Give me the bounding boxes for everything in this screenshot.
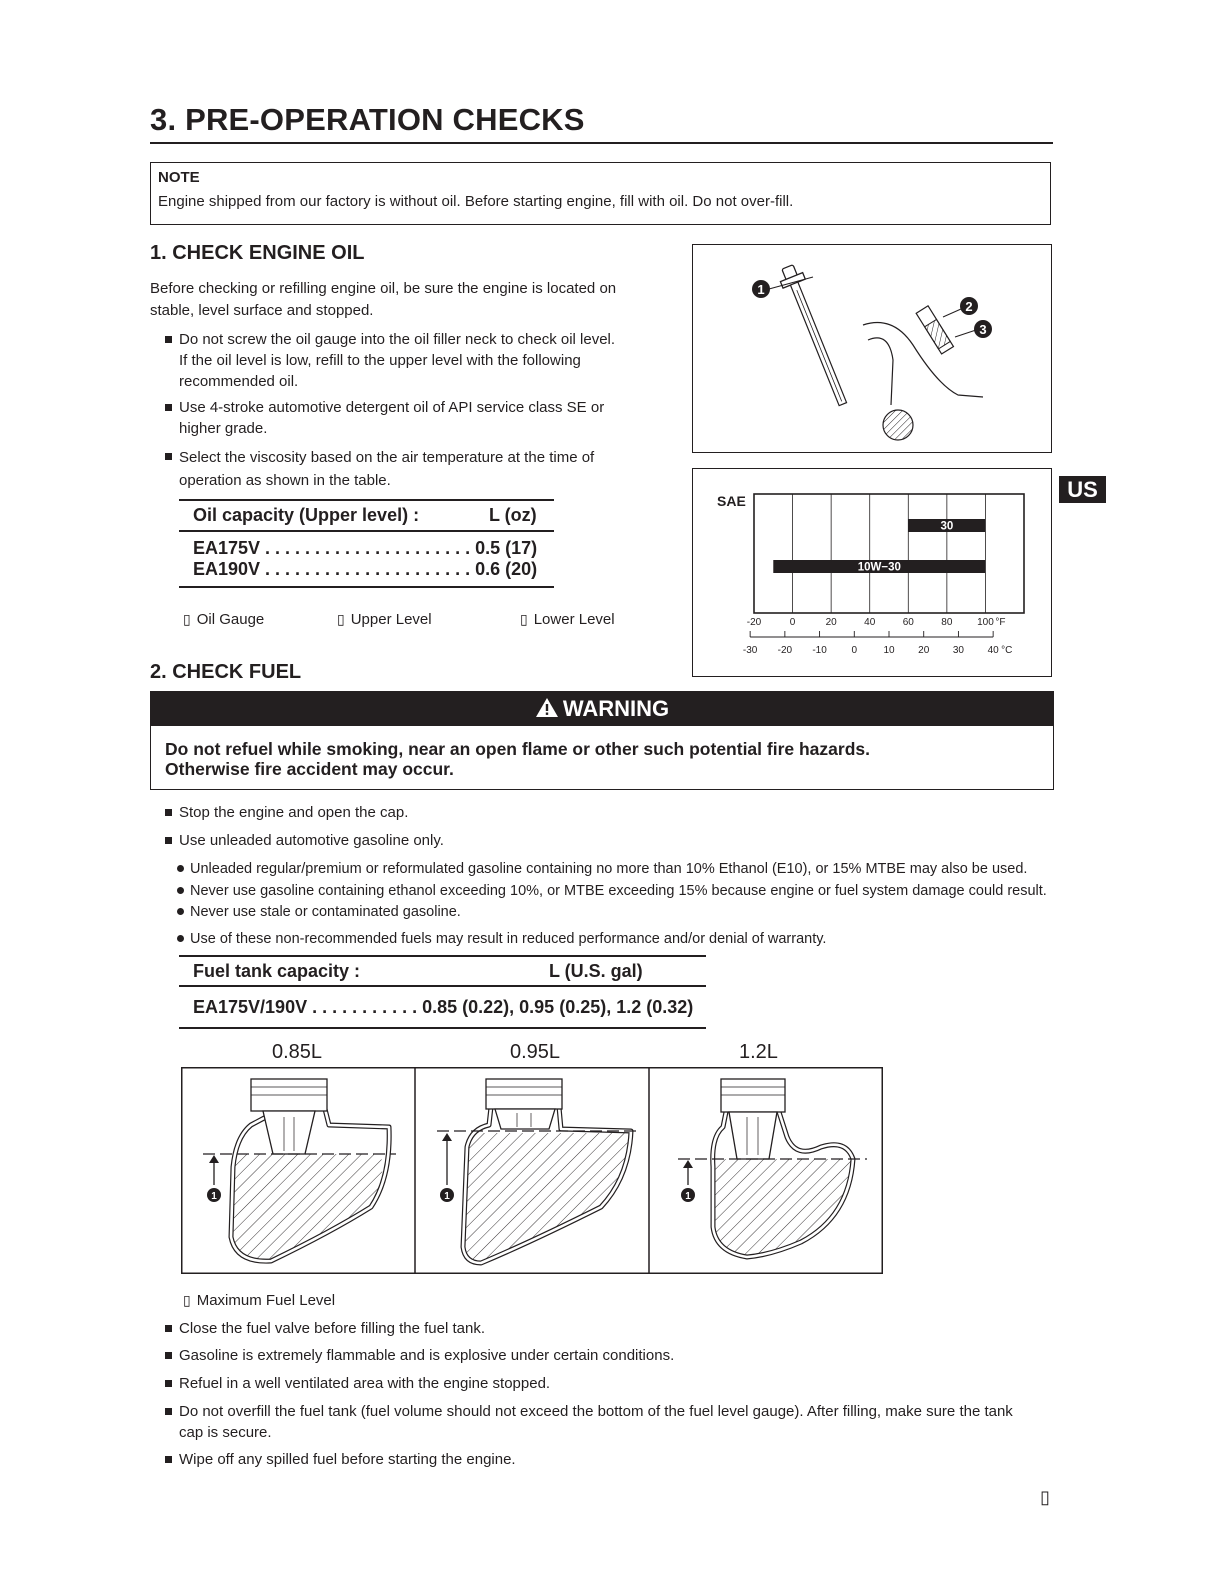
fuel-tank-figure <box>181 1067 883 1274</box>
fuel-dot-item <box>190 859 1027 879</box>
warning-line: Otherwise fire accident may occur. <box>165 759 454 779</box>
bullet-square <box>165 1408 172 1415</box>
fuel-bullet <box>179 802 408 823</box>
c-tick-label: 0 <box>851 645 858 656</box>
oil-table-top-rule <box>179 499 554 501</box>
f-tick-label: 20 <box>825 617 837 628</box>
tank-label-095: 0.95L <box>510 1041 561 1063</box>
f-tick-label: 40 <box>864 617 876 628</box>
bullet-square <box>165 1352 172 1359</box>
callout-1-label: 1 <box>757 282 765 297</box>
c-tick-label: 10 <box>883 645 895 656</box>
oil-bullet-3 <box>179 446 594 492</box>
dot-marker <box>177 865 184 872</box>
bullet-line: cap is secure. <box>179 1424 272 1441</box>
warning-header <box>150 691 1054 726</box>
tank-12-drawing <box>678 1079 867 1257</box>
tank-095-drawing <box>437 1079 636 1263</box>
tank-label-085: 0.85L <box>272 1041 323 1063</box>
bullet-square <box>165 1325 172 1332</box>
dot-marker <box>177 887 184 894</box>
legend-oil-gauge <box>183 611 264 628</box>
fuel-dot-item <box>190 929 826 949</box>
tank-callout-label: 1 <box>211 1191 217 1202</box>
bullet-text: Gasoline is extremely flammable and is explosive under certain conditions. <box>179 1347 675 1364</box>
page-number: ▯ <box>1040 1487 1050 1507</box>
fuel-dot-item <box>190 902 461 922</box>
c-unit-label: °C <box>1001 645 1013 656</box>
legend-lower-level <box>520 611 615 628</box>
dot-marker <box>177 935 184 942</box>
fuel-table-row: EA175V/190V . . . . . . . . . . . 0.85 (0.22), 0.95 (0.25), 1.2 (0.32) <box>193 997 694 1017</box>
f-tick-label: 80 <box>941 617 953 628</box>
fuel-dot-item <box>190 881 1047 901</box>
dot-text: Use of these non-recommended fuels may result in reduced performance and/or denial of warranty. <box>190 931 827 947</box>
bullet-text: Refuel in a well ventilated area with the engine stopped. <box>179 1375 551 1392</box>
f-tick-label: 60 <box>902 617 914 628</box>
fuel-table-bottom-rule <box>179 1027 706 1029</box>
f-tick-label: -20 <box>746 617 762 628</box>
c-tick-label: -20 <box>777 645 793 656</box>
bullet-square <box>165 1380 172 1387</box>
oil-table-row: EA175V . . . . . . . . . . . . . . . . . . . . . 0.5 (17) <box>193 538 538 558</box>
fuel-bullet <box>179 1318 485 1339</box>
warning-title: WARNING <box>562 696 670 721</box>
fuel-bullet <box>179 1449 516 1470</box>
fuel-table-header-right: L (U.S. gal) <box>549 961 643 981</box>
warning-line: Do not refuel while smoking, near an open flame or other such potential fire hazards. <box>165 739 870 759</box>
callout-3-label: 3 <box>979 322 987 337</box>
chart-title: SAE <box>717 493 746 509</box>
bullet-line: recommended oil. <box>179 373 299 390</box>
fuel-table-top-rule <box>179 955 706 957</box>
f-tick-label: 100 <box>977 617 994 628</box>
bullet-line: higher grade. <box>179 420 268 437</box>
bullet-text: Stop the engine and open the cap. <box>179 804 409 821</box>
bullet-line: If the oil level is low, refill to the upper level with the following <box>179 352 581 369</box>
bullet-square <box>165 453 172 460</box>
intro-line-1: Before checking or refilling engine oil, be sure the engine is located on <box>150 280 617 297</box>
oil-table-bottom-rule <box>179 586 554 588</box>
series-label: 10W−30 <box>857 561 901 574</box>
fuel-bullet <box>179 1401 1013 1443</box>
legend-label: Oil Gauge <box>196 611 265 628</box>
fuel-tank-illustration <box>181 1067 883 1274</box>
note-text: Engine shipped from our factory is without oil. Before starting engine, fill with oil. Do not over-fill. <box>158 193 794 210</box>
legend-glyph: ▯ <box>183 1292 191 1308</box>
tank-label-12: 1.2L <box>739 1041 778 1063</box>
bullet-text: Use unleaded automotive gasoline only. <box>179 832 444 849</box>
note-heading: NOTE <box>158 169 200 186</box>
bullet-line: operation as shown in the table. <box>179 472 391 489</box>
bullet-line: Do not screw the oil gauge into the oil filler neck to check oil level. <box>179 331 616 348</box>
oil-table-header-right: L (oz) <box>489 505 537 525</box>
legend-glyph: ▯ <box>520 611 528 627</box>
bullet-text: Close the fuel valve before filling the fuel tank. <box>179 1320 486 1337</box>
dot-marker <box>177 908 184 915</box>
sae-viscosity-chart <box>692 468 1052 677</box>
fuel-bullet <box>179 1373 550 1394</box>
legend-glyph: ▯ <box>337 611 345 627</box>
fuel-heading: 2. CHECK FUEL <box>150 661 302 683</box>
legend-label: Upper Level <box>350 611 432 628</box>
bullet-square <box>165 809 172 816</box>
f-unit-label: °F <box>995 617 1006 628</box>
bullet-square <box>165 837 172 844</box>
fuel-bullet <box>179 830 444 851</box>
dot-text: Unleaded regular/premium or reformulated gasoline containing no more than 10% Ethanol (E10), or 15% MTBE may also be used. <box>190 861 1028 877</box>
page-title: 3. PRE-OPERATION CHECKS <box>150 102 585 137</box>
warning-triangle-icon <box>535 697 559 718</box>
c-tick-label: -30 <box>742 645 758 656</box>
tank-callout-label: 1 <box>685 1191 691 1202</box>
chart-frame <box>754 494 1024 613</box>
oil-bullet-2 <box>179 397 604 439</box>
bullet-line: Select the viscosity based on the air temperature at the time of <box>179 449 595 466</box>
oil-table-row: EA190V . . . . . . . . . . . . . . . . . . . . . 0.6 (20) <box>193 559 538 579</box>
tank-085-drawing <box>203 1079 396 1261</box>
oil-bullet-1 <box>179 329 615 392</box>
c-tick-label: 40 <box>987 645 999 656</box>
oil-gauge-figure <box>692 244 1052 453</box>
bullet-square <box>165 1456 172 1463</box>
dot-text: Never use stale or contaminated gasoline. <box>190 904 461 920</box>
engine-oil-intro <box>150 278 616 322</box>
legend-label: Lower Level <box>533 611 615 628</box>
oil-gauge-illustration <box>693 245 1050 451</box>
oil-table-mid-rule <box>179 530 554 532</box>
sae-chart-svg <box>693 469 1050 675</box>
language-badge: US <box>1059 476 1106 503</box>
legend-label: Maximum Fuel Level <box>196 1292 336 1309</box>
bullet-square <box>165 404 172 411</box>
fuel-bullet <box>179 1345 674 1366</box>
fuel-table-header-left: Fuel tank capacity : <box>193 961 361 981</box>
callout-2-label: 2 <box>965 299 973 314</box>
oil-table-header-left: Oil capacity (Upper level) : <box>193 505 420 525</box>
engine-oil-heading: 1. CHECK ENGINE OIL <box>150 242 365 264</box>
f-tick-label: 0 <box>789 617 796 628</box>
bullet-line: Do not overfill the fuel tank (fuel volume should not exceed the bottom of the fuel level gauge). After filling, make sure the tank <box>179 1403 1013 1420</box>
legend-glyph: ▯ <box>183 611 191 627</box>
dot-text: Never use gasoline containing ethanol exceeding 10%, or MTBE exceeding 15% because engine or fuel system damage could result. <box>190 883 1047 899</box>
c-tick-label: 30 <box>952 645 964 656</box>
bullet-square <box>165 336 172 343</box>
c-tick-label: -10 <box>812 645 827 656</box>
legend-upper-level <box>337 611 432 628</box>
c-tick-label: 20 <box>918 645 930 656</box>
title-underline <box>150 142 1053 144</box>
tank-callout-label: 1 <box>444 1191 450 1202</box>
warning-text <box>165 739 870 779</box>
bullet-text: Wipe off any spilled fuel before starting the engine. <box>179 1451 516 1468</box>
legend-max-fuel-level <box>183 1292 335 1309</box>
intro-line-2: stable, level surface and stopped. <box>150 302 374 319</box>
series-label: 30 <box>940 520 954 533</box>
bullet-line: Use 4-stroke automotive detergent oil of API service class SE or <box>179 399 605 416</box>
fuel-table-mid-rule <box>179 985 706 987</box>
